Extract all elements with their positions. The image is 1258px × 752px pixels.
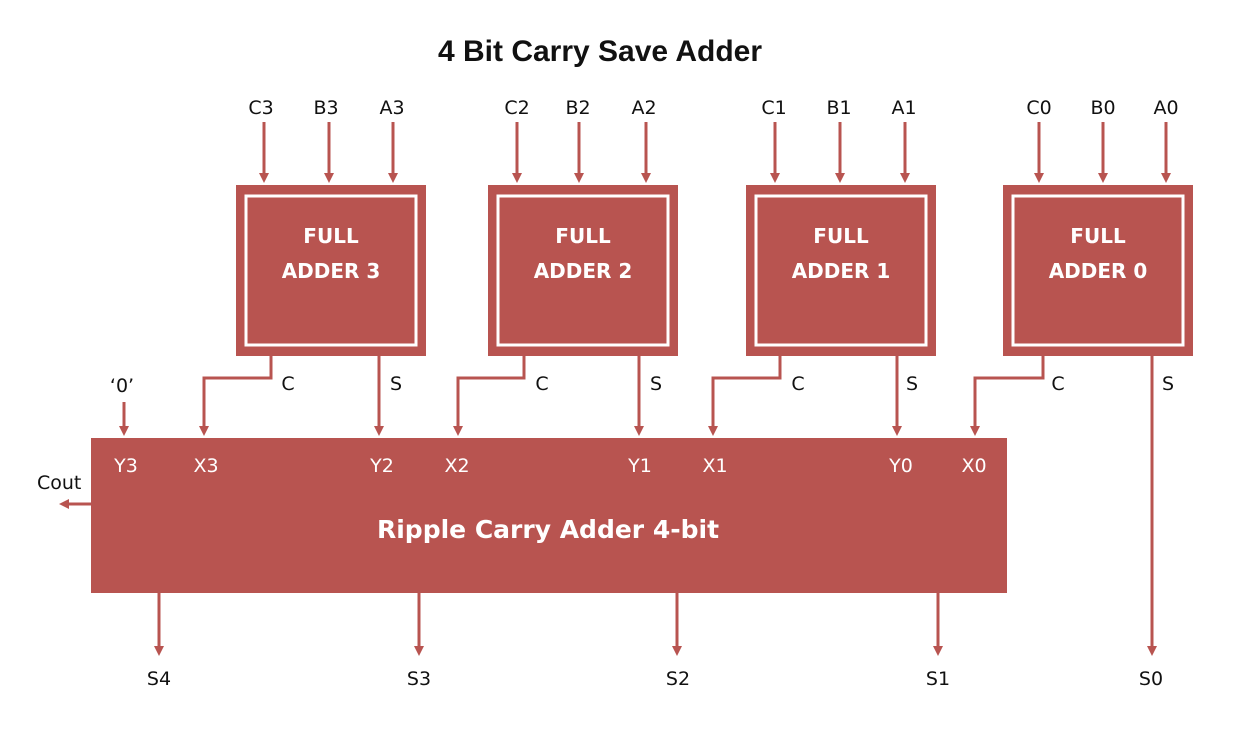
full-adder-3-label-line1: FULL: [303, 224, 359, 248]
input-label-c1: C1: [761, 97, 787, 119]
diagram-title: 4 Bit Carry Save Adder: [437, 35, 763, 68]
carry-wire-fa3-to-x3: [204, 356, 271, 433]
output-label-s0: S0: [1138, 668, 1164, 690]
output-label-s1: S1: [925, 668, 951, 690]
port-x0: X0: [961, 455, 987, 477]
carry-label-fa0: C: [1051, 373, 1065, 395]
carry-label-fa2: C: [535, 373, 549, 395]
sum-label-fa0: S: [1161, 373, 1175, 395]
carry-wire-fa2-to-x2: [458, 356, 524, 433]
ripple-carry-adder: [91, 438, 1007, 593]
cout-label: Cout: [37, 472, 82, 494]
sum-label-fa1: S: [905, 373, 919, 395]
sum-label-fa3: S: [389, 373, 403, 395]
full-adder-1: [713, 97, 936, 433]
input-label-b1: B1: [826, 97, 852, 119]
port-x1: X1: [702, 455, 728, 477]
full-adder-3-label-line2: ADDER 3: [281, 259, 381, 283]
full-adder-0-label-line2: ADDER 0: [1048, 259, 1148, 283]
full-adder-2: [458, 97, 678, 433]
full-adder-2-label-line2: ADDER 2: [533, 259, 633, 283]
input-label-c2: C2: [504, 97, 530, 119]
full-adder-0: [975, 97, 1193, 653]
full-adder-3: [204, 97, 426, 433]
ripple-carry-adder-label: Ripple Carry Adder 4-bit: [376, 515, 720, 544]
constant-zero-label: ‘0’: [109, 375, 135, 397]
input-label-a2: A2: [631, 97, 657, 119]
input-label-c3: C3: [248, 97, 274, 119]
input-label-a1: A1: [891, 97, 917, 119]
input-label-c0: C0: [1026, 97, 1052, 119]
carry-wire-fa1-to-x1: [713, 356, 780, 433]
port-x2: X2: [444, 455, 470, 477]
port-x3: X3: [193, 455, 219, 477]
port-y1: Y1: [628, 455, 652, 477]
port-y2: Y2: [370, 455, 394, 477]
output-label-s2: S2: [665, 668, 691, 690]
port-y3: Y3: [114, 455, 138, 477]
carry-label-fa3: C: [281, 373, 295, 395]
input-label-a3: A3: [379, 97, 405, 119]
port-y0: Y0: [889, 455, 913, 477]
input-label-b2: B2: [565, 97, 591, 119]
sum-label-fa2: S: [649, 373, 663, 395]
full-adder-1-label-line1: FULL: [813, 224, 869, 248]
full-adder-0-label-line1: FULL: [1070, 224, 1126, 248]
full-adder-1-label-line2: ADDER 1: [791, 259, 891, 283]
input-label-b0: B0: [1090, 97, 1116, 119]
carry-label-fa1: C: [791, 373, 805, 395]
carry-wire-fa0-to-x0: [975, 356, 1043, 433]
input-label-a0: A0: [1153, 97, 1179, 119]
full-adder-2-label-line1: FULL: [555, 224, 611, 248]
output-label-s4: S4: [146, 668, 172, 690]
output-label-s3: S3: [406, 668, 432, 690]
input-label-b3: B3: [313, 97, 339, 119]
